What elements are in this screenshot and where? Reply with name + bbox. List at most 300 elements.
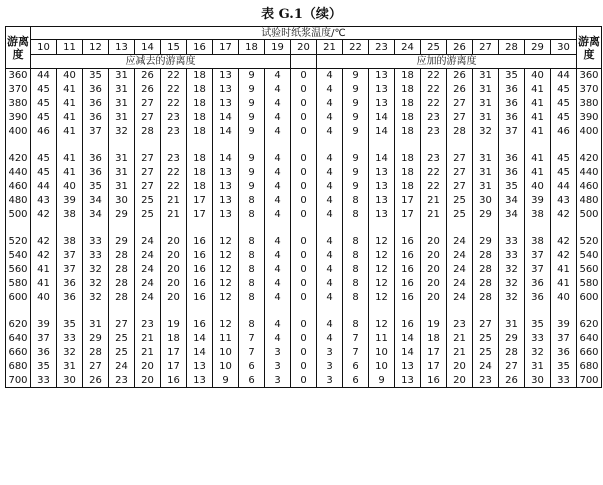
correction-cell: 22 (161, 97, 187, 111)
correction-cell: 35 (499, 180, 525, 194)
correction-cell: 4 (317, 194, 343, 208)
correction-cell: 18 (395, 69, 421, 83)
correction-cell: 24 (135, 263, 161, 277)
correction-cell: 4 (317, 249, 343, 263)
correction-cell: 14 (213, 111, 239, 125)
correction-cell: 24 (447, 291, 473, 305)
freeness-right: 390 (577, 111, 602, 125)
correction-cell: 13 (213, 180, 239, 194)
correction-cell: 8 (239, 208, 265, 222)
row-header-right: 游离度 (577, 27, 602, 69)
correction-cell: 24 (447, 263, 473, 277)
freeness-left: 460 (8, 181, 28, 192)
correction-cell: 35 (525, 318, 551, 332)
correction-cell: 16 (187, 235, 213, 249)
correction-cell: 0 (291, 291, 317, 305)
correction-cell: 39 (57, 194, 83, 208)
correction-cell: 23 (421, 111, 447, 125)
correction-cell: 10 (369, 346, 395, 360)
table-row (6, 180, 602, 194)
correction-cell: 9 (239, 69, 265, 83)
freeness-right: 540 (577, 249, 602, 263)
correction-cell: 24 (135, 277, 161, 291)
correction-cell: 22 (161, 69, 187, 83)
correction-cell: 31 (109, 69, 135, 83)
correction-cell: 8 (239, 249, 265, 263)
correction-cell: 36 (551, 346, 577, 360)
correction-cell: 23 (473, 374, 499, 388)
correction-cell: 4 (265, 249, 291, 263)
correction-cell: 13 (369, 69, 395, 83)
group-spacer (6, 305, 602, 318)
correction-cell: 38 (525, 235, 551, 249)
correction-cell: 9 (369, 374, 395, 388)
correction-cell: 42 (31, 249, 57, 263)
correction-cell: 4 (265, 69, 291, 83)
correction-cell: 18 (395, 97, 421, 111)
freeness-right: 370 (577, 83, 602, 97)
correction-cell: 0 (291, 332, 317, 346)
correction-cell: 31 (83, 318, 109, 332)
correction-cell: 32 (109, 125, 135, 139)
correction-cell: 34 (499, 194, 525, 208)
correction-cell: 25 (473, 332, 499, 346)
correction-cell: 23 (109, 374, 135, 388)
correction-cell: 41 (551, 263, 577, 277)
correction-cell: 31 (473, 111, 499, 125)
temp-cell: 18 (239, 40, 265, 55)
correction-cell: 16 (395, 235, 421, 249)
correction-cell: 43 (551, 194, 577, 208)
correction-cell: 24 (109, 360, 135, 374)
correction-cell: 7 (239, 332, 265, 346)
correction-cell: 4 (265, 111, 291, 125)
correction-cell: 18 (395, 111, 421, 125)
correction-cell: 29 (109, 235, 135, 249)
correction-cell: 32 (83, 263, 109, 277)
correction-cell: 18 (395, 166, 421, 180)
correction-cell: 34 (83, 208, 109, 222)
correction-cell: 20 (161, 277, 187, 291)
correction-cell: 7 (343, 346, 369, 360)
correction-cell: 30 (109, 194, 135, 208)
correction-cell: 12 (213, 318, 239, 332)
correction-cell: 4 (317, 291, 343, 305)
correction-cell: 0 (291, 83, 317, 97)
freeness-right: 500 (577, 208, 602, 222)
correction-cell: 14 (187, 346, 213, 360)
freeness-right: 560 (577, 263, 602, 277)
correction-cell: 25 (135, 208, 161, 222)
correction-cell: 40 (57, 69, 83, 83)
correction-cell: 20 (135, 360, 161, 374)
correction-cell: 31 (109, 152, 135, 166)
correction-cell: 12 (369, 263, 395, 277)
correction-cell: 9 (239, 83, 265, 97)
correction-cell: 29 (109, 208, 135, 222)
correction-cell: 32 (473, 125, 499, 139)
freeness-left: 680 (8, 361, 28, 372)
correction-cell: 17 (395, 208, 421, 222)
correction-cell: 17 (161, 360, 187, 374)
correction-cell: 20 (161, 249, 187, 263)
correction-cell: 4 (317, 208, 343, 222)
correction-cell: 33 (31, 374, 57, 388)
temperature-header: 试验时纸浆温度/℃ (31, 27, 577, 40)
freeness-right: 460 (577, 180, 602, 194)
correction-cell: 23 (161, 125, 187, 139)
correction-cell: 13 (369, 208, 395, 222)
correction-cell: 12 (213, 263, 239, 277)
correction-cell: 27 (135, 166, 161, 180)
correction-cell: 28 (109, 263, 135, 277)
correction-cell: 20 (447, 374, 473, 388)
correction-cell: 40 (551, 291, 577, 305)
correction-cell: 13 (213, 83, 239, 97)
correction-cell: 41 (57, 83, 83, 97)
correction-cell: 17 (421, 346, 447, 360)
freeness-right: 440 (577, 166, 602, 180)
correction-cell: 4 (265, 332, 291, 346)
correction-cell: 4 (317, 69, 343, 83)
correction-cell: 37 (83, 125, 109, 139)
correction-cell: 7 (343, 332, 369, 346)
correction-cell: 26 (499, 374, 525, 388)
temp-cell: 16 (187, 40, 213, 55)
correction-cell: 35 (83, 69, 109, 83)
correction-cell: 37 (57, 249, 83, 263)
freeness-right: 700 (577, 374, 602, 388)
correction-cell: 28 (473, 249, 499, 263)
table-row (6, 277, 602, 291)
correction-cell: 22 (161, 83, 187, 97)
correction-cell: 9 (239, 111, 265, 125)
correction-cell: 25 (109, 346, 135, 360)
correction-cell: 21 (447, 332, 473, 346)
freeness-left: 420 (8, 153, 28, 164)
correction-cell: 42 (31, 208, 57, 222)
freeness-left: 700 (8, 374, 28, 386)
table-row (6, 291, 602, 305)
correction-cell: 25 (473, 346, 499, 360)
correction-cell: 32 (499, 263, 525, 277)
correction-cell: 10 (369, 360, 395, 374)
correction-cell: 33 (499, 235, 525, 249)
correction-cell: 9 (239, 125, 265, 139)
correction-cell: 4 (317, 318, 343, 332)
correction-cell: 35 (57, 318, 83, 332)
correction-cell: 18 (187, 180, 213, 194)
correction-cell: 4 (317, 277, 343, 291)
temp-cell: 24 (395, 40, 421, 55)
table-row (6, 374, 602, 388)
correction-cell: 42 (551, 249, 577, 263)
correction-cell: 36 (57, 291, 83, 305)
correction-cell: 29 (83, 332, 109, 346)
temp-cell: 25 (421, 40, 447, 55)
correction-cell: 20 (421, 291, 447, 305)
freeness-left: 600 (8, 292, 28, 303)
correction-cell: 8 (343, 318, 369, 332)
correction-cell: 25 (109, 332, 135, 346)
correction-cell: 4 (265, 125, 291, 139)
correction-cell: 20 (161, 235, 187, 249)
correction-cell: 4 (317, 125, 343, 139)
correction-cell: 31 (109, 83, 135, 97)
correction-cell: 20 (421, 277, 447, 291)
freeness-right: 640 (577, 332, 602, 346)
temp-cell: 27 (473, 40, 499, 55)
correction-cell: 8 (239, 263, 265, 277)
correction-cell: 14 (395, 346, 421, 360)
temp-cell: 11 (57, 40, 83, 55)
freeness-left: 480 (8, 195, 28, 206)
table-row (6, 69, 602, 83)
correction-cell: 29 (473, 235, 499, 249)
correction-cell: 37 (525, 263, 551, 277)
correction-cell: 16 (187, 263, 213, 277)
correction-cell: 21 (447, 346, 473, 360)
correction-cell: 9 (239, 180, 265, 194)
correction-cell: 0 (291, 208, 317, 222)
correction-cell: 28 (473, 277, 499, 291)
correction-cell: 8 (343, 249, 369, 263)
correction-cell: 44 (551, 69, 577, 83)
correction-cell: 30 (57, 374, 83, 388)
table-row (6, 97, 602, 111)
correction-cell: 32 (499, 291, 525, 305)
correction-cell: 37 (31, 332, 57, 346)
correction-cell: 23 (161, 111, 187, 125)
correction-cell: 14 (369, 111, 395, 125)
correction-cell: 9 (239, 97, 265, 111)
correction-cell: 23 (161, 152, 187, 166)
correction-cell: 8 (343, 208, 369, 222)
correction-cell: 16 (187, 291, 213, 305)
correction-cell: 41 (525, 111, 551, 125)
correction-cell: 13 (213, 208, 239, 222)
correction-cell: 13 (369, 194, 395, 208)
correction-cell: 37 (551, 332, 577, 346)
freeness-left: 520 (8, 236, 28, 247)
correction-cell: 40 (31, 291, 57, 305)
correction-cell: 18 (395, 83, 421, 97)
correction-cell: 46 (551, 125, 577, 139)
correction-cell: 0 (291, 374, 317, 388)
data-table (5, 26, 602, 388)
correction-cell: 39 (525, 194, 551, 208)
correction-cell: 30 (525, 374, 551, 388)
correction-cell: 23 (421, 125, 447, 139)
correction-cell: 41 (525, 83, 551, 97)
correction-cell: 23 (135, 318, 161, 332)
correction-cell: 27 (447, 97, 473, 111)
correction-cell: 26 (447, 69, 473, 83)
correction-cell: 36 (83, 83, 109, 97)
correction-cell: 16 (187, 249, 213, 263)
correction-cell: 18 (187, 83, 213, 97)
correction-cell: 26 (447, 83, 473, 97)
correction-cell: 27 (447, 111, 473, 125)
correction-cell: 21 (135, 346, 161, 360)
correction-cell: 0 (291, 125, 317, 139)
correction-cell: 34 (499, 208, 525, 222)
correction-cell: 21 (161, 208, 187, 222)
correction-cell: 12 (369, 318, 395, 332)
correction-cell: 27 (135, 97, 161, 111)
freeness-right: 480 (577, 194, 602, 208)
correction-cell: 4 (317, 235, 343, 249)
correction-cell: 4 (317, 263, 343, 277)
table-row (6, 152, 602, 166)
correction-cell: 8 (343, 277, 369, 291)
correction-cell: 41 (57, 111, 83, 125)
correction-cell: 31 (473, 83, 499, 97)
correction-cell: 31 (109, 97, 135, 111)
correction-cell: 9 (343, 69, 369, 83)
correction-cell: 13 (213, 194, 239, 208)
correction-cell: 20 (447, 360, 473, 374)
correction-cell: 12 (369, 291, 395, 305)
correction-cell: 4 (317, 97, 343, 111)
correction-cell: 14 (213, 125, 239, 139)
correction-cell: 40 (525, 69, 551, 83)
correction-cell: 19 (421, 318, 447, 332)
correction-cell: 41 (525, 152, 551, 166)
correction-cell: 21 (161, 194, 187, 208)
correction-cell: 31 (473, 166, 499, 180)
correction-cell: 18 (187, 152, 213, 166)
correction-cell: 8 (239, 318, 265, 332)
correction-cell: 24 (135, 235, 161, 249)
correction-cell: 19 (161, 318, 187, 332)
correction-cell: 45 (551, 97, 577, 111)
correction-cell: 4 (317, 83, 343, 97)
correction-cell: 4 (265, 318, 291, 332)
temp-cell: 15 (161, 40, 187, 55)
correction-cell: 28 (109, 249, 135, 263)
correction-cell: 27 (109, 318, 135, 332)
correction-cell: 31 (499, 318, 525, 332)
correction-cell: 7 (239, 346, 265, 360)
correction-cell: 13 (187, 374, 213, 388)
freeness-left: 380 (8, 98, 28, 109)
correction-cell: 17 (187, 194, 213, 208)
correction-cell: 9 (239, 166, 265, 180)
correction-cell: 28 (135, 125, 161, 139)
temp-cell: 20 (291, 40, 317, 55)
correction-cell: 41 (551, 277, 577, 291)
correction-cell: 13 (213, 166, 239, 180)
correction-cell: 18 (187, 166, 213, 180)
correction-cell: 8 (239, 291, 265, 305)
correction-cell: 8 (343, 194, 369, 208)
correction-cell: 38 (57, 235, 83, 249)
correction-cell: 32 (499, 277, 525, 291)
correction-cell: 35 (499, 69, 525, 83)
correction-cell: 9 (213, 374, 239, 388)
freeness-correction-table (5, 26, 602, 388)
correction-cell: 41 (57, 97, 83, 111)
temp-cell: 19 (265, 40, 291, 55)
correction-cell: 6 (239, 374, 265, 388)
group-spacer (6, 139, 602, 152)
correction-cell: 44 (31, 180, 57, 194)
temperature-row (6, 40, 602, 55)
plus-label: 应加的游离度 (317, 55, 577, 69)
freeness-left: 360 (6, 69, 31, 83)
correction-cell: 0 (291, 180, 317, 194)
freeness-left: 440 (8, 167, 28, 178)
correction-cell: 9 (343, 97, 369, 111)
correction-cell: 27 (83, 360, 109, 374)
correction-cell: 3 (265, 374, 291, 388)
correction-cell: 17 (161, 346, 187, 360)
correction-cell: 8 (343, 235, 369, 249)
correction-cell: 16 (187, 277, 213, 291)
correction-cell: 24 (447, 235, 473, 249)
correction-cell: 36 (499, 152, 525, 166)
correction-cell: 14 (213, 152, 239, 166)
correction-cell: 13 (395, 360, 421, 374)
correction-cell: 24 (447, 277, 473, 291)
correction-cell: 27 (135, 111, 161, 125)
freeness-right: 580 (577, 277, 602, 291)
correction-cell: 0 (291, 277, 317, 291)
correction-cell: 4 (265, 83, 291, 97)
correction-cell: 0 (291, 166, 317, 180)
correction-cell: 37 (499, 125, 525, 139)
correction-cell: 32 (83, 277, 109, 291)
freeness-right: 400 (577, 125, 602, 139)
correction-cell: 41 (57, 125, 83, 139)
correction-cell: 36 (499, 97, 525, 111)
correction-cell: 9 (239, 152, 265, 166)
correction-cell: 4 (265, 180, 291, 194)
correction-cell: 39 (551, 318, 577, 332)
correction-cell: 0 (291, 263, 317, 277)
table-row (6, 83, 602, 97)
correction-cell: 21 (135, 332, 161, 346)
correction-cell: 36 (499, 166, 525, 180)
correction-cell: 3 (265, 346, 291, 360)
correction-cell: 45 (31, 111, 57, 125)
correction-cell: 26 (83, 374, 109, 388)
table-row (6, 249, 602, 263)
table-row (6, 318, 602, 332)
correction-cell: 18 (187, 69, 213, 83)
temp-cell: 13 (109, 40, 135, 55)
correction-cell: 9 (343, 111, 369, 125)
table-row (6, 360, 602, 374)
correction-cell: 22 (161, 166, 187, 180)
correction-cell: 14 (395, 332, 421, 346)
minus-label: 应减去的游离度 (31, 55, 291, 69)
correction-cell: 22 (421, 180, 447, 194)
row-header-left: 游离度 (6, 27, 31, 69)
correction-cell: 35 (83, 180, 109, 194)
table-row (6, 235, 602, 249)
correction-cell: 8 (239, 194, 265, 208)
correction-cell: 28 (473, 291, 499, 305)
correction-cell: 4 (317, 166, 343, 180)
correction-cell: 3 (317, 346, 343, 360)
correction-cell: 8 (239, 235, 265, 249)
correction-cell: 13 (213, 97, 239, 111)
correction-cell: 18 (395, 180, 421, 194)
correction-cell: 31 (473, 180, 499, 194)
correction-cell: 33 (499, 249, 525, 263)
